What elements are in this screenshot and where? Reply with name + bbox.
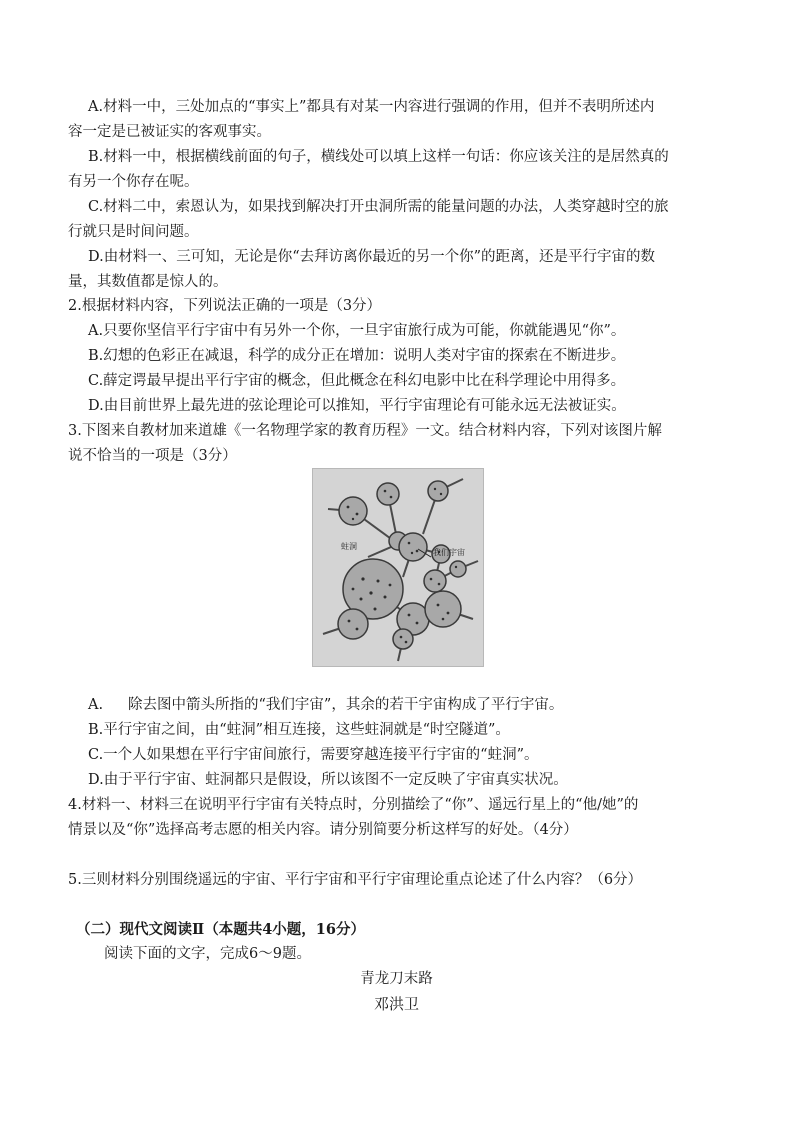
q3-option-a-text: 除去图中箭头所指的“我们宇宙”，其余的若干宇宙构成了平行宇宙。 [128, 697, 564, 713]
story-title: 青龙刀末路 [360, 971, 433, 987]
q3-option-d: D.由于平行宇宙、蛀洞都只是假设，所以该图不一定反映了宇宙真实状况。 [88, 772, 568, 788]
q3-option-a-label: A. [88, 697, 104, 713]
question-3-line1: 3.下图来自教材加来道雄《一名物理学家的教育历程》一文。结合材料内容，下列对该图片解 [68, 423, 662, 439]
label-wormhole: 蛀洞 [341, 542, 357, 551]
q2-option-b: B.幻想的色彩正在减退，科学的成分正在增加：说明人类对宇宙的探索在不断进步。 [88, 348, 626, 364]
section-2-heading: （二）现代文阅读Ⅱ（本题共4小题，16分） [76, 921, 365, 938]
q1-option-b-line2: 有另一个你存在呢。 [68, 174, 199, 190]
q3-option-a [88, 693, 748, 717]
q1-option-c-line1: C.材料二中，索恩认为，如果找到解决打开虫洞所需的能量问题的办法，人类穿越时空的旅 [88, 199, 669, 215]
question-3-line2: 说不恰当的一项是（3分） [68, 448, 237, 464]
q1-option-d-line1: D.由材料一、三可知，无论是你“去拜访离你最近的另一个你”的距离，还是平行宇宙的数 [88, 249, 656, 265]
question-4-line2: 情景以及“你”选择高考志愿的相关内容。请分别简要分析这样写的好处。（4分） [68, 822, 578, 838]
question-2: 2.根据材料内容，下列说法正确的一项是（3分） [68, 298, 382, 314]
reading-instruction: 阅读下面的文字，完成6～9题。 [104, 946, 311, 962]
q1-option-a-line1: A.材料一中，三处加点的“事实上”都具有对某一内容进行强调的作用，但并不表明所述内 [88, 99, 655, 115]
label-our-universe: 我们宇宙 [433, 548, 465, 557]
q3-option-c: C.一个人如果想在平行宇宙间旅行，需要穿越连接平行宇宙的“蛀洞”。 [88, 747, 539, 763]
q1-option-d-line2: 量，其数值都是惊人的。 [68, 274, 228, 290]
q3-option-b: B.平行宇宙之间，由“蛀洞”相互连接，这些蛀洞就是“时空隧道”。 [88, 722, 510, 738]
q2-option-a: A.只要你坚信平行宇宙中有另外一个你，一旦宇宙旅行成为可能，你就能遇见“你”。 [88, 323, 626, 339]
q1-option-c-line2: 行就只是时间问题。 [68, 224, 199, 240]
q1-option-b-line1: B.材料一中，根据横线前面的句子，横线处可以填上这样一句话：你应该关注的是居然真的 [88, 149, 669, 165]
q1-option-a-line2: 容一定是已被证实的客观事实。 [68, 124, 271, 140]
question-4-line1: 4.材料一、材料三在说明平行宇宙有关特点时，分别描绘了“你”、遥远行星上的“他/她”的 [68, 797, 639, 813]
parallel-universe-diagram [313, 469, 483, 666]
q2-option-d: D.由目前世界上最先进的弦论理论可以推知，平行宇宙理论有可能永远无法被证实。 [88, 398, 626, 414]
question-5: 5.三则材料分别围绕遥远的宇宙、平行宇宙和平行宇宙理论重点论述了什么内容？（6分） [68, 872, 643, 888]
q2-option-c: C.薛定谔最早提出平行宇宙的概念，但此概念在科幻电影中比在科学理论中用得多。 [88, 373, 626, 389]
story-author: 邓洪卫 [373, 995, 419, 1013]
parallel-universe-figure [312, 468, 484, 667]
